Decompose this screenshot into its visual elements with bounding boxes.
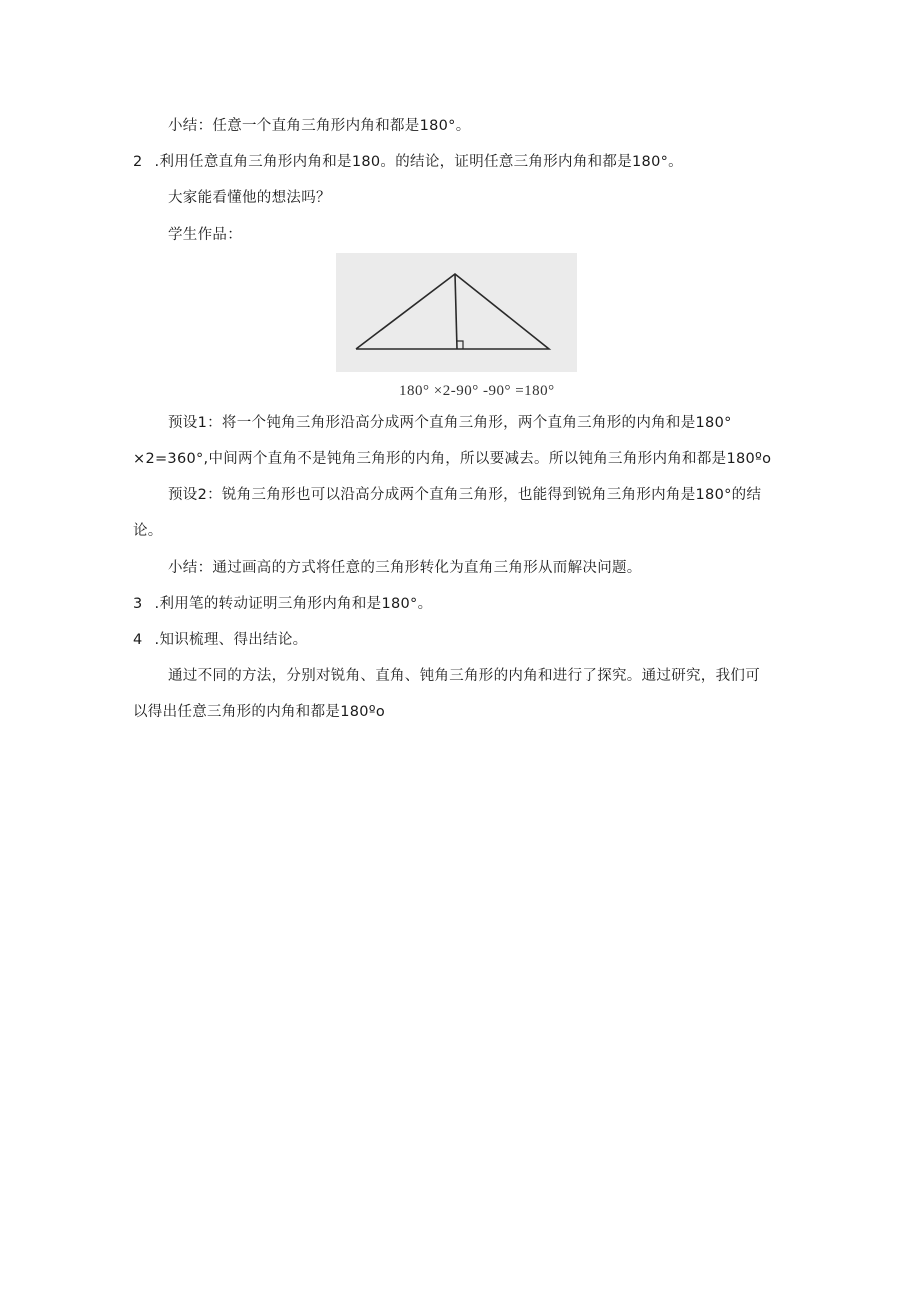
list-number: 3 xyxy=(133,596,143,612)
question-text: 大家能看懂他的想法吗？ xyxy=(168,190,331,206)
triangle-diagram xyxy=(336,253,577,372)
list-item-3 xyxy=(133,594,432,614)
list-item-2 xyxy=(133,152,683,172)
conclusion-line-1: 通过不同的方法，分别对锐角、直角、钝角三角形的内角和进行了探究。通过研究，我们可 xyxy=(168,668,760,684)
triangle-outline xyxy=(356,274,549,349)
list-text: .利用笔的转动证明三角形内角和是180°。 xyxy=(154,596,433,612)
list-item-4 xyxy=(133,630,307,650)
conclusion-line-2: 以得出任意三角形的内角和都是180ºo xyxy=(133,704,386,720)
list-text: .知识梳理、得出结论。 xyxy=(154,632,308,648)
right-angle-marker xyxy=(457,341,463,349)
preset-1-line-1: 预设1：将一个钝角三角形沿高分成两个直角三角形，两个直角三角形的内角和是180° xyxy=(168,415,732,431)
preset-1-line-2: ×2=360°,中间两个直角不是钝角三角形的内角，所以要减去。所以钝角三角形内角和都是180ºo xyxy=(133,451,772,467)
student-work-label: 学生作品： xyxy=(168,227,242,243)
student-work-figure xyxy=(336,253,577,372)
list-number: 2 xyxy=(133,154,143,170)
list-text: .利用任意直角三角形内角和是180。的结论，证明任意三角形内角和都是180°。 xyxy=(154,154,683,170)
triangle-altitude xyxy=(455,274,457,349)
preset-2-line-2: 论。 xyxy=(133,523,163,539)
figure-formula: 180° ×2-90° -90° =180° xyxy=(399,383,555,399)
summary-right-triangle: 小结：任意一个直角三角形内角和都是180°。 xyxy=(168,118,471,134)
summary-altitude-method: 小结：通过画高的方式将任意的三角形转化为直角三角形从而解决问题。 xyxy=(168,560,642,576)
list-number: 4 xyxy=(133,632,143,648)
preset-2-line-1: 预设2：锐角三角形也可以沿高分成两个直角三角形，也能得到锐角三角形内角是180°的结 xyxy=(168,487,762,503)
